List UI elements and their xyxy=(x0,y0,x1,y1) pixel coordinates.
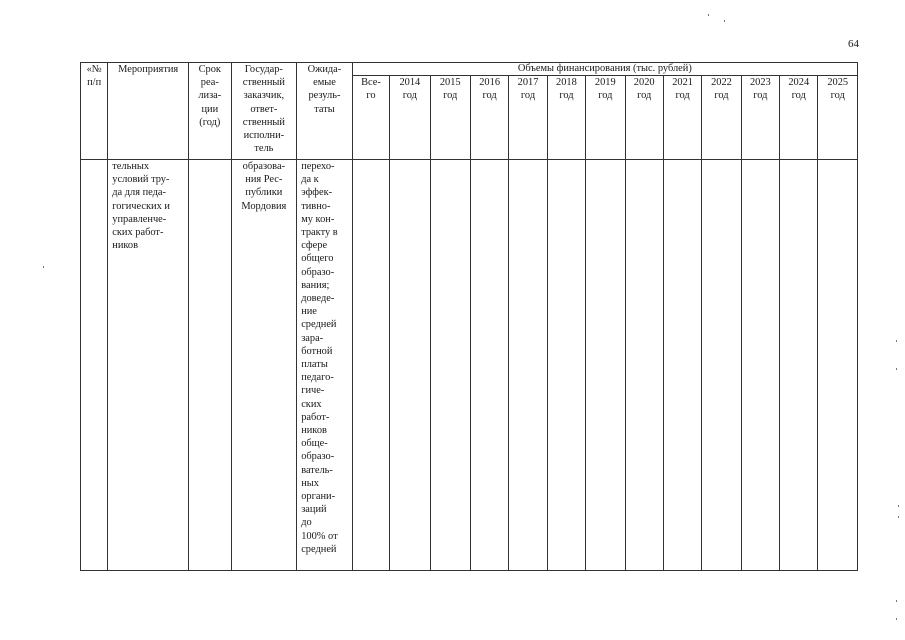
header-results: Ожида- емые резуль- таты xyxy=(297,63,353,160)
scan-speck xyxy=(898,505,899,507)
row-cell-year xyxy=(430,160,470,571)
header-year: 2022 год xyxy=(702,76,741,160)
row-cell-year xyxy=(509,160,547,571)
row-cell-year xyxy=(547,160,585,571)
scan-speck xyxy=(896,368,897,370)
row-cell-year xyxy=(470,160,508,571)
scan-speck xyxy=(896,600,897,602)
header-year: 2025 год xyxy=(818,76,858,160)
scan-speck xyxy=(898,516,899,518)
header-year: 2023 год xyxy=(741,76,779,160)
header-financing: Объемы финансирования (тыс. рублей) xyxy=(352,63,857,76)
header-year: 2021 год xyxy=(663,76,701,160)
header-year: 2015 год xyxy=(430,76,470,160)
table-row xyxy=(81,160,858,571)
scan-speck xyxy=(896,340,897,342)
header-year: 2018 год xyxy=(547,76,585,160)
page-number: 64 xyxy=(848,38,859,50)
row-results: перехо- да к эффек- тивно- му кон- тракту в сфере общего образо- вания; доведе- ние средней зара- ботной платы педаго- гиче- ских работ- ников обще- образо- ватель- ных органи- заций до 100% от средней xyxy=(297,160,353,571)
row-cell-year xyxy=(390,160,430,571)
header-year: 2024 год xyxy=(780,76,818,160)
row-num xyxy=(81,160,108,571)
row-cell-year xyxy=(663,160,701,571)
header-year: 2017 год xyxy=(509,76,547,160)
financing-table xyxy=(80,62,858,571)
header-year: 2014 год xyxy=(390,76,430,160)
header-total: Все- го xyxy=(352,76,389,160)
header-year: 2016 год xyxy=(470,76,508,160)
header-period: Срок реа- лиза- ции (год) xyxy=(189,63,231,160)
row-customer: образова- ния Рес- публики Мордовия xyxy=(231,160,297,571)
row-cell-year xyxy=(780,160,818,571)
row-cell-year xyxy=(586,160,625,571)
scan-speck xyxy=(896,618,897,620)
row-activities: тельных условий тру- да для педа- гогических и управленче- ских работ- ников xyxy=(108,160,189,571)
row-cell-year xyxy=(818,160,858,571)
header-customer: Государ- ственный заказчик, ответ- ственный исполни- тель xyxy=(231,63,297,160)
scan-speck xyxy=(724,20,725,22)
scan-speck xyxy=(708,14,709,16)
header-year: 2020 год xyxy=(625,76,663,160)
scan-speck xyxy=(43,266,44,268)
row-cell-total xyxy=(352,160,389,571)
row-cell-year xyxy=(702,160,741,571)
header-year: 2019 год xyxy=(586,76,625,160)
row-cell-year xyxy=(741,160,779,571)
header-activities: Мероприятия xyxy=(108,63,189,160)
row-cell-year xyxy=(625,160,663,571)
row-period xyxy=(189,160,231,571)
header-num: «№ п/п xyxy=(81,63,108,160)
